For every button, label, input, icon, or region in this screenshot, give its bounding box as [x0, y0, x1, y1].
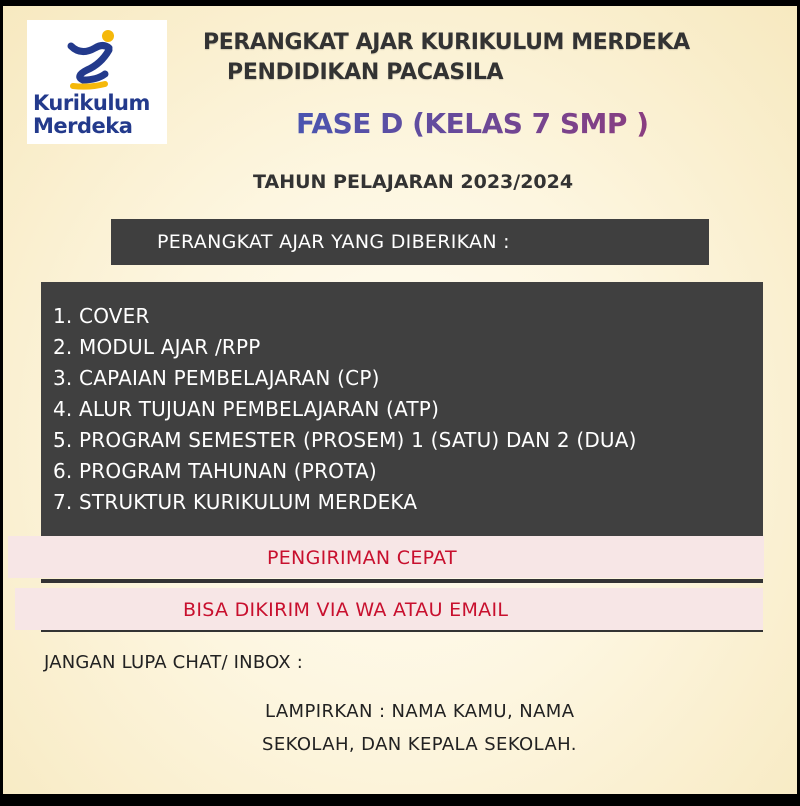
logo-text-line1: Kurikulum [33, 91, 150, 115]
items-box [41, 282, 763, 536]
list-item: 7. STRUKTUR KURIKULUM MERDEKA [53, 490, 418, 514]
figure-logo-icon [65, 28, 127, 92]
list-item: 6. PROGRAM TAHUNAN (PROTA) [53, 459, 377, 483]
delivery-banner-text: BISA DIKIRIM VIA WA ATAU EMAIL [183, 599, 509, 621]
chat-reminder: JANGAN LUPA CHAT/ INBOX : [44, 652, 304, 673]
list-item: 1. COVER [53, 304, 150, 328]
title-line1: PERANGKAT AJAR KURIKULUM MERDEKA [203, 30, 690, 55]
list-item: 2. MODUL AJAR /RPP [53, 335, 261, 359]
divider [41, 630, 763, 632]
section-header-text: PERANGKAT AJAR YANG DIBERIKAN : [157, 231, 510, 253]
academic-year: TAHUN PELAJARAN 2023/2024 [253, 171, 574, 193]
list-item: 3. CAPAIAN PEMBELAJARAN (CP) [53, 366, 380, 390]
divider [41, 579, 763, 583]
title-line2: PENDIDIKAN PACASILA [227, 60, 504, 85]
list-item: 4. ALUR TUJUAN PEMBELAJARAN (ATP) [53, 397, 440, 421]
items-list [53, 301, 637, 518]
attach-instruction-line2: SEKOLAH, DAN KEPALA SEKOLAH. [262, 734, 577, 755]
section-header-bar [111, 219, 709, 265]
shipping-banner-text: PENGIRIMAN CEPAT [267, 547, 457, 569]
fase-heading: FASE D (KELAS 7 SMP ) [296, 107, 649, 140]
promo-poster [3, 6, 797, 794]
list-item: 5. PROGRAM SEMESTER (PROSEM) 1 (SATU) DAN 2 (DUA) [53, 428, 637, 452]
kurikulum-merdeka-logo [27, 20, 167, 144]
attach-instruction-line1: LAMPIRKAN : NAMA KAMU, NAMA [265, 701, 575, 722]
logo-text-line2: Merdeka [33, 114, 133, 138]
